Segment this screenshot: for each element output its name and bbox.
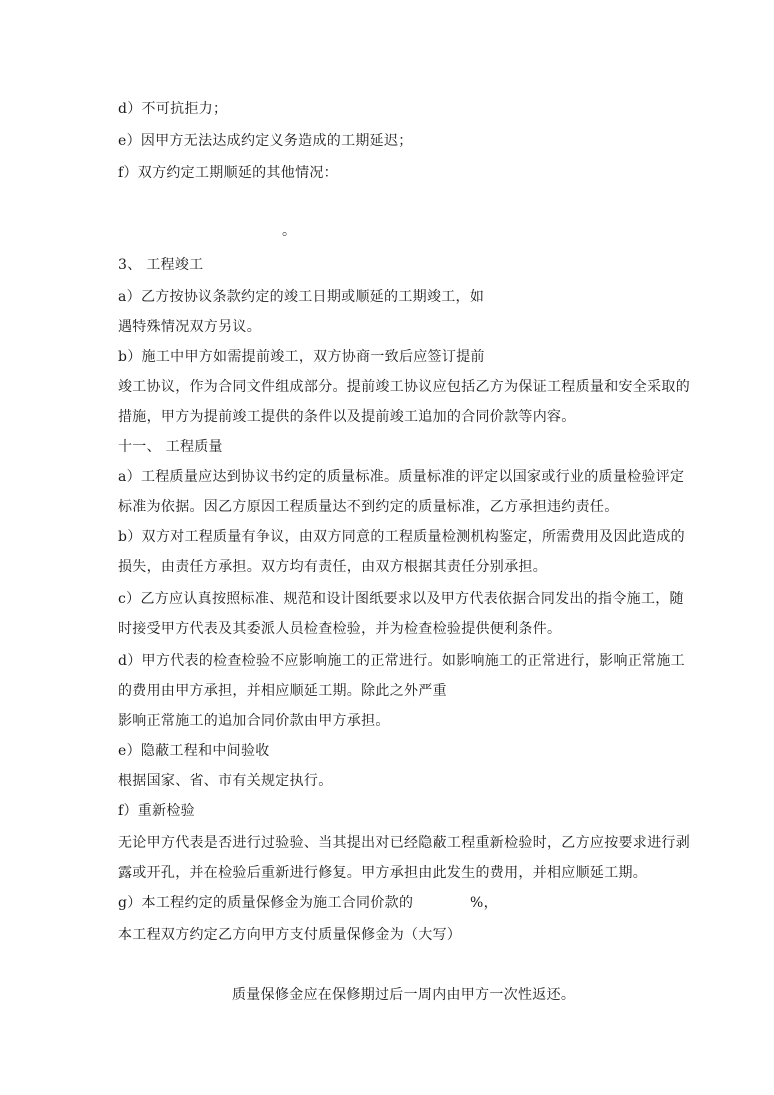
quality-g-line2: 本工程双方约定乙方向甲方支付质量保修金为（大写） [118,927,462,943]
quality-d-line3: 影响正常施工的追加合同价款由甲方承担。 [118,713,390,729]
clause-e-delay: e）因甲方无法达成约定义务造成的工期延迟； [118,133,413,149]
quality-e-heading: e）隐蔽工程和中间验收 [118,743,270,759]
completion-b-line1: b）施工中甲方如需提前竣工，双方协商一致后应签订提前 [118,349,485,365]
clause-f-other: f）双方约定工期顺延的其他情况： [118,165,338,181]
quality-g-refund: 质量保修金应在保修期过后一周内由甲方一次性返还。 [232,987,576,1003]
section-11-heading: 十一、 工程质量 [118,439,223,455]
quality-g-percent: %， [470,895,498,911]
quality-f-line1: 无论甲方代表是否进行过验验、当其提出对已经隐蔽工程重新检验时，乙方应按要求进行剥 [118,835,690,851]
section-3-heading: 3、 工程竣工 [118,257,204,273]
completion-b-line2: 竣工协议，作为合同文件组成部分。提前竣工协议应包括乙方为保证工程质量和安全采取的 [118,379,690,395]
quality-c-line2: 时接受甲方代表及其委派人员检查检验，并为检查检验提供便利条件。 [118,621,562,637]
blank-period: 。 [282,223,297,239]
quality-f-heading: f）重新检验 [118,803,195,819]
completion-a-line1: a）乙方按协议条款约定的竣工日期或顺延的工期竣工，如 [118,289,485,305]
quality-c-line1: c）乙方应认真按照标准、规范和设计图纸要求以及甲方代表依据合同发出的指令施工，随 [118,591,684,607]
quality-b-line2: 损失，由责任方承担。双方均有责任，由双方根据其责任分别承担。 [118,559,547,575]
quality-d-line1: d）甲方代表的检查检验不应影响施工的正常进行。如影响施工的正常进行，影响正常施工 [118,653,685,669]
quality-a-line1: a）工程质量应达到协议书约定的质量标准。质量标准的评定以国家或行业的质量检验评定 [118,469,685,485]
completion-a-line2: 遇特殊情况双方另议。 [118,319,261,335]
quality-d-line2: 的费用由甲方承担，并相应顺延工期。除此之外严重 [118,683,447,699]
quality-b-line1: b）双方对工程质量有争议，由双方同意的工程质量检测机构鉴定，所需费用及因此造成的 [118,529,685,545]
quality-a-line2: 标准为依据。因乙方原因工程质量达不到约定的质量标准，乙方承担违约责任。 [118,499,619,515]
quality-f-line2: 露或开孔，并在检验后重新进行修复。甲方承担由此发生的费用，并相应顺延工期。 [118,865,648,881]
clause-d-force-majeure: d）不可抗拒力； [118,101,228,117]
completion-b-line3: 措施，甲方为提前竣工提供的条件以及提前竣工追加的合同价款等内容。 [118,409,576,425]
quality-e-body: 根据国家、省、市有关规定执行。 [118,773,333,789]
quality-g-line1: g）本工程约定的质量保修金为施工合同价款的 [118,895,414,911]
